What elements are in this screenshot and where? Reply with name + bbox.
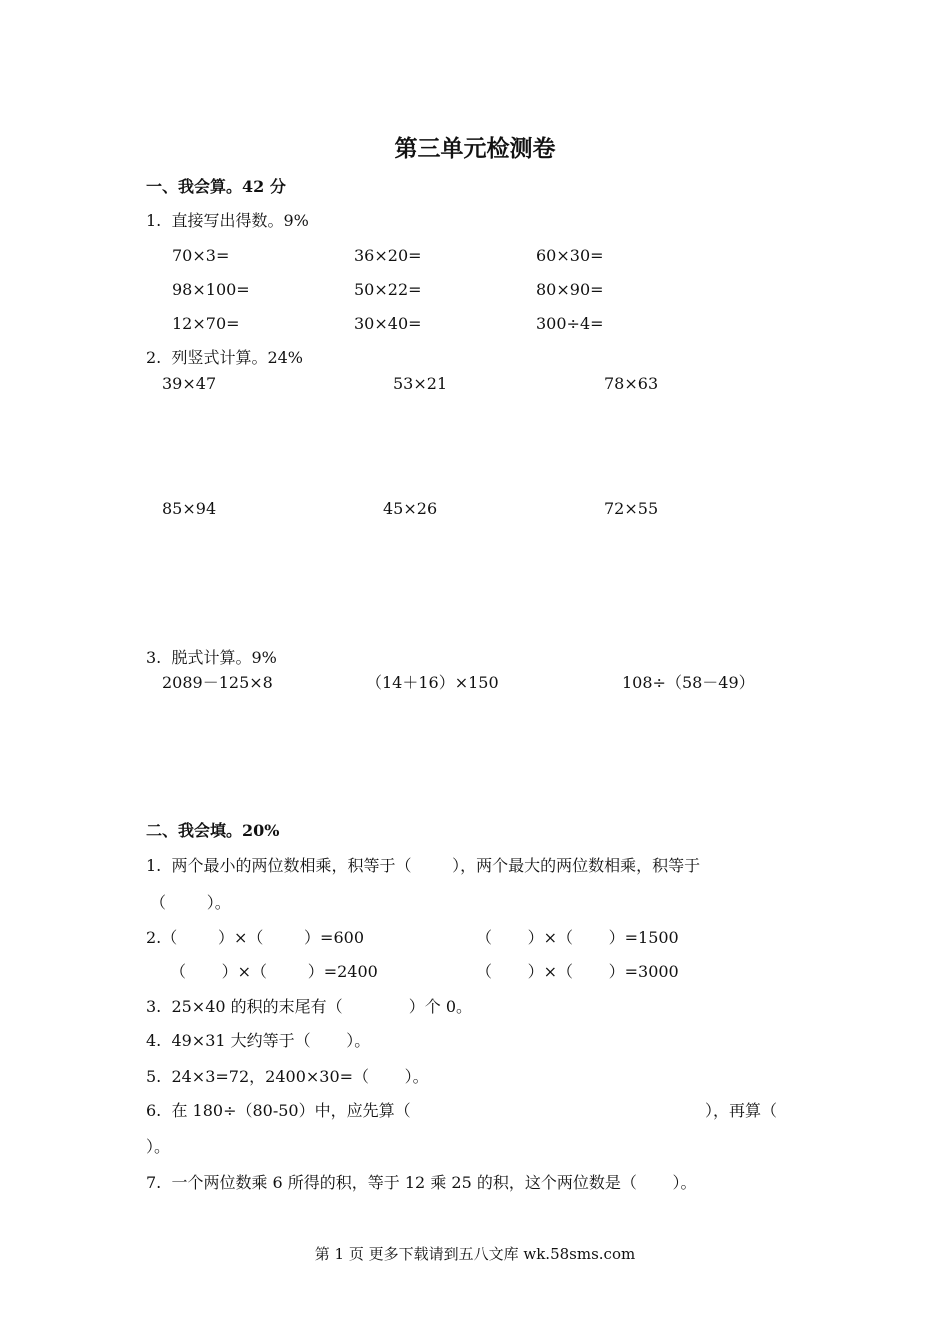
q2-label: 2. 列竖式计算。24% (146, 348, 304, 367)
fill-line: 4. 49×31 大约等于（ ）。 (146, 1031, 371, 1050)
q3-item: 2089－125×8 (162, 673, 273, 692)
fill-line: 2.（ ）×（ ）=600 (146, 928, 364, 947)
fill-line: ）。 (146, 1137, 171, 1156)
fill-line: （ ）×（ ）=2400 (170, 962, 378, 981)
q1-item: 98×100= (172, 280, 250, 299)
q2-item: 72×55 (604, 499, 659, 518)
section1-heading: 一、我会算。42 分 (146, 177, 286, 196)
fill-line: ），再算（ (705, 1101, 778, 1120)
fill-line: （ ）×（ ）=3000 (476, 962, 679, 981)
page-footer: 第 1 页 更多下载请到五八文库 wk.58sms.com (314, 1245, 636, 1263)
q3-label: 3. 脱式计算。9% (146, 648, 277, 667)
q2-item: 85×94 (162, 499, 217, 518)
fill-line: 1. 两个最小的两位数相乘，积等于（ ），两个最大的两位数相乘，积等于 (146, 856, 701, 875)
q2-item: 39×47 (162, 374, 217, 393)
section2-heading: 二、我会填。20% (146, 821, 280, 840)
page-title: 第三单元检测卷 (394, 135, 556, 162)
fill-line: 5. 24×3=72，2400×30=（ ）。 (146, 1067, 429, 1086)
q1-item: 300÷4= (536, 314, 604, 333)
q1-item: 50×22= (354, 280, 422, 299)
fill-line: 7. 一个两位数乘 6 所得的积，等于 12 乘 25 的积，这个两位数是（ ）。 (146, 1173, 697, 1192)
q2-item: 45×26 (383, 499, 438, 518)
q1-item: 12×70= (172, 314, 240, 333)
fill-line: 6. 在 180÷（80-50）中，应先算（ (146, 1101, 411, 1120)
q3-item: 108÷（58－49） (622, 673, 755, 692)
fill-line: （ ）。 (150, 893, 231, 912)
q2-item: 53×21 (393, 374, 448, 393)
q1-item: 80×90= (536, 280, 604, 299)
q1-item: 36×20= (354, 246, 422, 265)
fill-line: （ ）×（ ）=1500 (476, 928, 679, 947)
q2-item: 78×63 (604, 374, 659, 393)
q1-item: 30×40= (354, 314, 422, 333)
fill-line: 3. 25×40 的积的末尾有（ ）个 0。 (146, 997, 473, 1016)
q3-item: （14＋16）×150 (366, 673, 499, 692)
q1-item: 60×30= (536, 246, 604, 265)
q1-label: 1. 直接写出得数。9% (146, 211, 309, 230)
q1-item: 70×3= (172, 246, 230, 265)
